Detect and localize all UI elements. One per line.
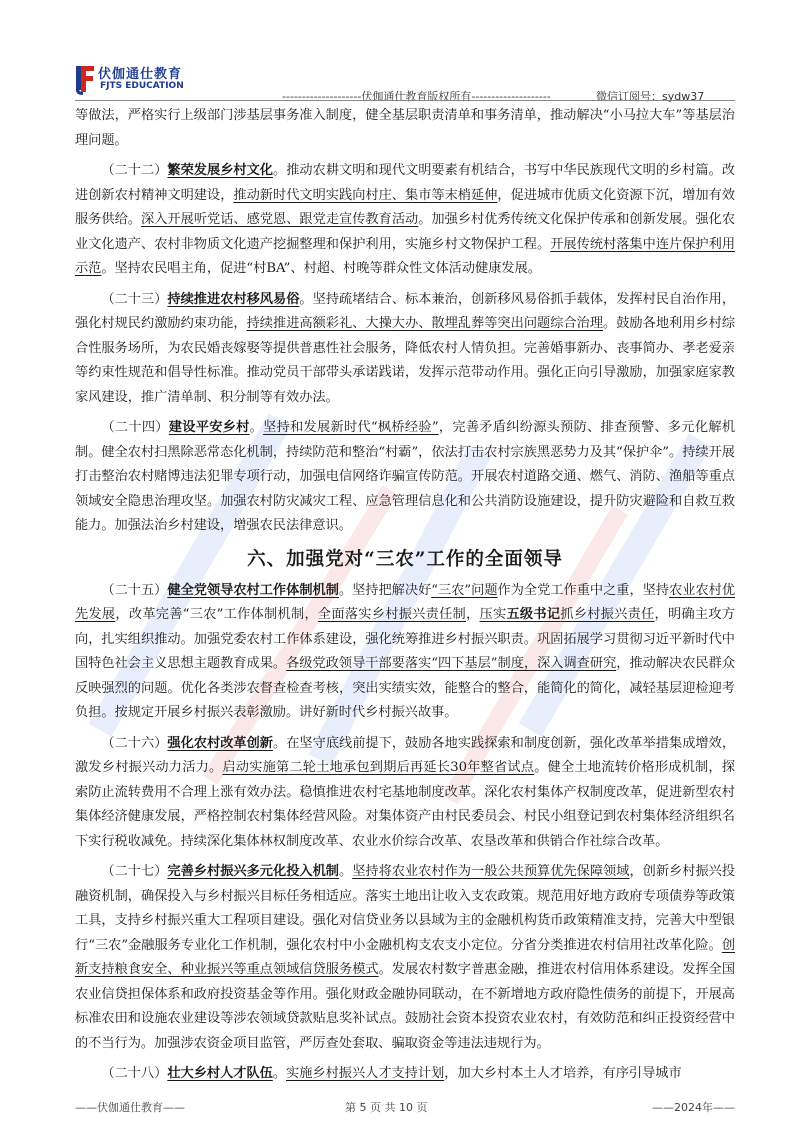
logo-text-en: FJTS EDUCATION	[100, 81, 184, 91]
item-heading: 建设平安乡村	[168, 420, 250, 435]
item-number: （二十二）	[101, 163, 168, 178]
underlined-text: 农业农村优先发展	[75, 582, 736, 622]
text-run: 等做法，严格实行上级部门涉基层事务准入制度，健全基层职责清单和事务清单，推动解决“小马拉大车”等基层治理问题。	[75, 108, 735, 148]
text-run: 作为全党工作重中之重，坚持	[497, 582, 670, 598]
item-number: （二十七）	[101, 864, 168, 879]
text-run: 。发展农村数字普惠金融，推进农村信用体系建设。发挥全国农业信贷担保体系和政府投资基金等作用。强化财政金融协同联动，在不新增地方政府隐性债务的前提下，开展高标准农田和设施农业建设等涉农领域贷款贴息奖补试点。鼓励社会资本投资农业农村，有效防范和纠正投资经营中的不当行为。加强涉农资金项目监管，严厉查处套取、骗取资金等违法违规行为。	[75, 962, 736, 1051]
paragraph-22	[75, 159, 735, 282]
item-heading: 完善乡村振兴多元化投入机制	[167, 864, 340, 879]
underlined-text: 开展传统村落集中连片保护利用示范	[75, 236, 736, 276]
copyright-notice: --------------------伏伽通仕教育版权所有--------------------	[282, 90, 551, 103]
item-number: （二十六）	[101, 735, 168, 751]
text-run: 。鼓励各地利用乡村综合性服务场所，为农民婚丧嫁娶等提供普惠性社会服务，降低农村人情负担。完善婚事新办、丧事简办、孝老爱亲等约束性规范和倡导性标准。推动党员干部带头承诺践诺，发挥示范带动作用。强化正向引导激励，加强家庭家教家风建设，推广清单制、积分制等有效办法。	[75, 316, 736, 405]
underlined-text: 全面落实乡村振兴责任制	[317, 607, 467, 622]
underlined-text: 压实	[479, 607, 507, 622]
text-run: ，创新乡村振兴投融资机制，确保投入与乡村振兴目标任务相适应。落实土地出让收入支农政策。规范用好地方政府专项债券等政策工具，支持乡村振兴重大工程项目建设。强化对信贷业务以县域为主的金融机构货币政策精准支持，完善大中型银行“三农”金融服务专业化工作机制，强化农村中小金融机构支农支小定位。分省分类推进农村信用社改革化险。	[75, 864, 736, 953]
item-heading: 繁荣发展乡村文化	[167, 163, 274, 178]
text-run: ，改革完善“三农”工作体制机制，	[115, 607, 318, 622]
text-run: ，完善矛盾纠纷源头预防、排查预警、多元化解机制。健全农村扫黑除恶常态化机制，持续防范和整治“村霸”，依法打击农村宗族黑恶势力及其“保护伞”。持续开展打击整治农村赌博违法犯罪专项行动，加强电信网络诈骗宣传防范。开展农村道路交通、燃气、消防、渔船等重点领域安全隐患治理攻坚。加强农村防灾减灾工程、应急管理信息化和公共消防设施建设，提升防灾避险和自救互救能力。加强法治乡村建设，增强农民法律意识。	[75, 420, 736, 533]
item-heading: 壮大乡村人才队伍	[167, 1066, 273, 1081]
underlined-text: 坚持将农业农村作为一般公共预算优先保障领域	[352, 864, 630, 879]
item-number: （二十三）	[101, 291, 168, 307]
underlined-text: 抓乡村振兴责任	[560, 607, 655, 622]
footer-year: ——2024年——	[652, 1101, 735, 1114]
paragraph-28	[75, 1062, 735, 1087]
bold-underlined-text: 五级书记	[506, 607, 561, 622]
brand-logo	[74, 62, 214, 96]
underlined-text: 实施乡村振兴人才支持计划	[286, 1066, 445, 1081]
text-run: ，促进城市优质文化资源下沉，增加有效服务供给。	[75, 187, 736, 227]
text-run: ，明确主攻方向，扎实组织推动。加强党委农村工作体系建设，强化统筹推进乡村振兴职责。巩固拓展学习贯彻习近平新时代中国特色社会主义思想主题教育成果。	[75, 607, 736, 671]
underlined-text: 各级党政领导干部要落实“四下基层”制度，深入调查研究	[286, 656, 617, 671]
underlined-text: 坚持和发展新时代“枫桥经验”	[263, 420, 439, 435]
page-footer	[75, 1099, 735, 1119]
text-run: 。	[339, 864, 353, 879]
section-title: 六、加强党对“三农”工作的全面领导	[247, 548, 563, 570]
header-divider	[75, 100, 735, 101]
text-run: ，	[466, 607, 480, 622]
underlined-text: “三农”问题	[431, 582, 498, 598]
logo-text-cn: 伏伽通仕教育	[98, 67, 183, 82]
text-run: 。加强乡村优秀传统文化保护传承和创新发展。强化农业文化遗产、农村非物质文化遗产挖掘整理和保护利用，实施乡村文物保护工程。	[75, 212, 736, 252]
underlined-text: 推动新时代文明实践向村庄、集市等末梢延伸	[233, 187, 498, 203]
paragraph-27	[75, 860, 735, 1056]
text-run: ，加大乡村本土人才培养，有序引导城市	[444, 1066, 682, 1081]
text-run: 。健全土地流转价格形成机制，探索防止流转费用不合理上涨有效办法。稳慎推进农村宅基地制度改革。深化农村集体产权制度改革，促进新型农村集体经济健康发展，严格控制农村集体经营风险。对集体资产由村民委员会、村民小组登记到农村集体经济组织名下实行税收减免。持续深化集体林权制度改革、农业水价综合改革、农垦改革和供销合作社综合改革。	[75, 760, 736, 849]
paragraph-25	[75, 579, 735, 726]
page-number: 第 5 页 共 10 页	[345, 1101, 428, 1114]
wechat-id: 微信订阅号：sydw37	[596, 90, 705, 103]
footer-brand: ——伏伽通仕教育——	[75, 1101, 185, 1114]
text-run: 。坚持把解决好	[338, 582, 432, 598]
text-run: 。坚持疏堵结合、标本兼治，创新移风易俗抓手载体，发挥村民自治作用，强化村规民约激励约束功能，	[75, 291, 736, 331]
item-heading: 健全党领导农村工作体制机制	[167, 582, 339, 598]
paragraph-24	[75, 416, 735, 539]
underlined-text: 创新支持粮食安全、种业振兴等重点领域信贷服务模式	[75, 937, 735, 977]
item-heading: 持续推进农村移风易俗	[167, 291, 300, 307]
item-number: （二十八）	[101, 1066, 168, 1081]
logo-mark-icon	[74, 62, 96, 96]
item-heading: 强化农村改革创新	[167, 735, 274, 751]
item-number: （二十五）	[101, 582, 168, 598]
paragraph-continued	[75, 104, 735, 153]
page-header	[0, 0, 800, 103]
text-run: 。	[249, 420, 264, 435]
text-run: 。在坚守底线前提下，鼓励各地实践探索和制度创新，强化改革举措集成增效，激发乡村振兴动力活力。	[75, 735, 736, 775]
paragraph-26	[75, 732, 735, 855]
item-number: （二十四）	[101, 420, 169, 435]
text-run: 。坚持农民唱主角，促进“村BA”、村超、村晚等群众性文体活动健康发展。	[101, 261, 541, 276]
text-run: ，推动解决农民群众反映强烈的问题。优化各类涉农督查检查考核，突出实绩实效，能整合的整合，能简化的简化，减轻基层迎检迎考负担。按规定开展乡村振兴表彰激励。讲好新时代乡村振兴故事。	[75, 656, 736, 720]
underlined-text: 深入开展听党话、感党恩、跟党走宣传教育活动	[141, 212, 419, 227]
text-run: 。	[272, 1066, 287, 1081]
underlined-text: 持续推进高额彩礼、大操大办、散埋乱葬等突出问题综合治理	[246, 316, 604, 331]
underlined-text: 启动实施第二轮土地承包到期后再延长30年整省试点	[222, 760, 535, 775]
text-run: 。推动农耕文明和现代文明要素有机结合，书写中华民族现代文明的乡村篇。改进创新农村精神文明建设，	[75, 163, 736, 203]
paragraph-23	[75, 288, 735, 411]
document-body	[75, 104, 735, 1093]
